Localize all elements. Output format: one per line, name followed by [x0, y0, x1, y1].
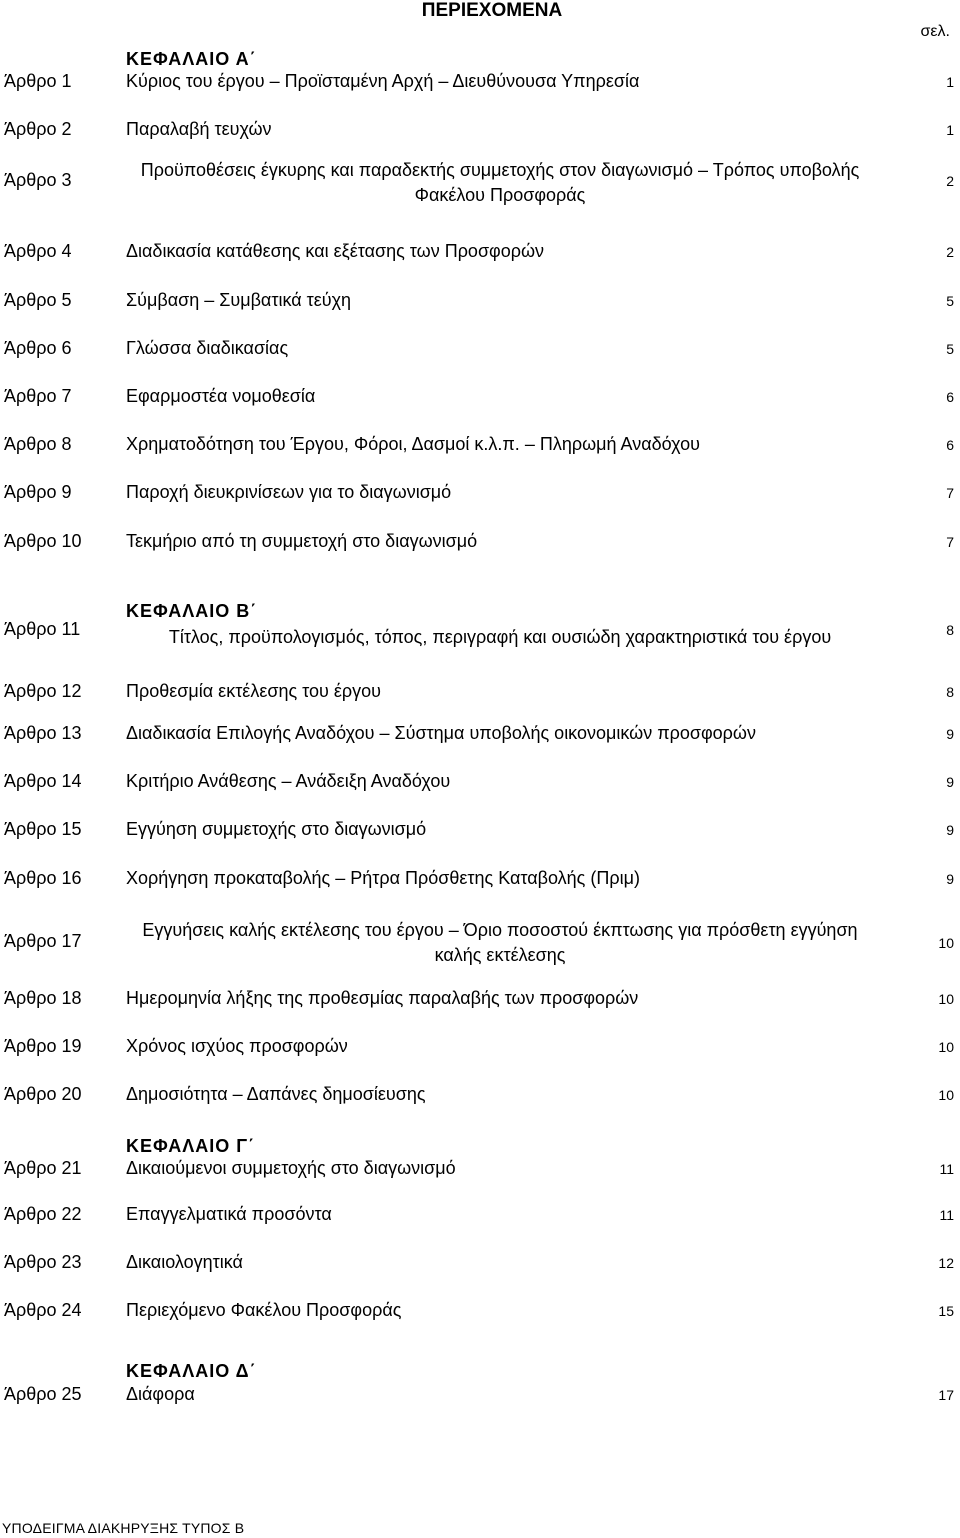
article-title: Εγγυήσεις καλής εκτέλεσης του έργου – Όριο ποσοστού έκπτωσης για πρόσθετη εγγύηση καλής εκτέλεσης [142, 920, 858, 965]
toc-row [0, 327, 960, 375]
article-number: Άρθρο 22 [4, 1204, 82, 1224]
article-number: Άρθρο 10 [4, 531, 82, 551]
page-number: 12 [938, 1255, 954, 1271]
page-number: 2 [946, 244, 954, 260]
article-title: Προϋποθέσεις έγκυρης και παραδεκτής συμμετοχής στον διαγωνισμό – Τρόπος υποβολής Φακέλου Προσφοράς [140, 160, 860, 205]
toc-row [0, 977, 960, 1025]
article-title: Χρηματοδότηση του Έργου, Φόροι, Δασμοί κ.λ.π. – Πληρωμή Αναδόχου [126, 434, 700, 454]
toc-row [0, 423, 960, 471]
article-title: Επαγγελματικά προσόντα [126, 1204, 332, 1224]
article-number: Άρθρο 16 [4, 868, 82, 888]
toc-row [0, 857, 960, 905]
chapter-heading: ΚΕΦΑΛΑΙΟ Δ΄ [126, 1361, 257, 1381]
chapter-heading: ΚΕΦΑΛΑΙΟ Β΄ [126, 601, 258, 621]
page-title: ΠΕΡΙΕΧΟΜΕΝΑ [421, 0, 563, 21]
page-number: 6 [946, 437, 954, 453]
document-footer: ΥΠΟΔΕΙΓΜΑ ΔΙΑΚΗΡΥΞΗΣ ΤΥΠΟΣ Β [2, 1520, 245, 1536]
page-number: 1 [946, 74, 954, 90]
toc-row [0, 471, 960, 520]
article-title: Παροχή διευκρινίσεων για το διαγωνισμό [126, 482, 452, 502]
page-number: 9 [946, 822, 954, 838]
toc-row [0, 1241, 960, 1289]
page-number: 7 [946, 534, 954, 550]
article-number: Άρθρο 23 [4, 1252, 82, 1272]
article-title: Προθεσμία εκτέλεσης του έργου [126, 681, 381, 701]
article-title: Δημοσιότητα – Δαπάνες δημοσίευσης [126, 1084, 426, 1104]
page-number: 1 [946, 122, 954, 138]
toc-row [0, 1121, 960, 1193]
article-title: Κριτήριο Ανάθεσης – Ανάδειξη Αναδόχου [126, 771, 451, 791]
article-title: Διάφορα [126, 1384, 195, 1404]
article-title: Δικαιολογητικά [126, 1252, 243, 1272]
article-title: Σύμβαση – Συμβατικά τεύχη [126, 290, 352, 310]
article-number: Άρθρο 5 [4, 290, 72, 310]
page-number: 8 [946, 684, 954, 700]
page-number: 10 [938, 935, 954, 951]
article-number: Άρθρο 3 [4, 170, 72, 190]
article-title: Εγγύηση συμμετοχής στο διαγωνισμό [126, 819, 427, 839]
toc-row [0, 230, 960, 279]
article-number: Άρθρο 1 [4, 71, 72, 91]
article-number: Άρθρο 18 [4, 988, 82, 1008]
article-title: Κύριος του έργου – Προϊσταμένη Αρχή – Διευθύνουσα Υπηρεσία [126, 71, 640, 91]
article-title: Τεκμήριο από τη συμμετοχή στο διαγωνισμό [126, 531, 478, 551]
page-number: 7 [946, 485, 954, 501]
toc-row [0, 520, 960, 568]
article-title: Ημερομηνία λήξης της προθεσμίας παραλαβής των προσφορών [126, 988, 639, 1008]
page-number: 5 [946, 293, 954, 309]
page-number: 15 [938, 1303, 954, 1319]
toc-row [0, 1338, 960, 1418]
article-number: Άρθρο 15 [4, 819, 82, 839]
page-number: 11 [939, 1207, 954, 1223]
toc-row [0, 808, 960, 857]
toc-row [0, 1289, 960, 1338]
article-number: Άρθρο 6 [4, 338, 72, 358]
toc-row [0, 40, 960, 110]
article-number: Άρθρο 12 [4, 681, 82, 701]
article-title: Γλώσσα διαδικασίας [126, 338, 289, 358]
toc-row [0, 110, 960, 158]
article-number: Άρθρο 4 [4, 241, 72, 261]
toc-row [0, 760, 960, 808]
page-number: 6 [946, 389, 954, 405]
toc-row [0, 1073, 960, 1121]
page-number: 5 [946, 341, 954, 357]
toc-row [0, 279, 960, 327]
page-number: 8 [946, 622, 954, 638]
page-number: 9 [946, 726, 954, 742]
article-number: Άρθρο 7 [4, 386, 72, 406]
article-number: Άρθρο 24 [4, 1300, 82, 1320]
article-title: Χορήγηση προκαταβολής – Ρήτρα Πρόσθετης Καταβολής (Πριμ) [126, 868, 640, 888]
page-column-header: σελ. [920, 23, 950, 40]
article-number: Άρθρο 21 [4, 1158, 82, 1178]
article-number: Άρθρο 2 [4, 119, 72, 139]
page-number: 10 [938, 1087, 954, 1103]
article-title: Διαδικασία Επιλογής Αναδόχου – Σύστημα υποβολής οικονομικών προσφορών [126, 723, 756, 743]
article-number: Άρθρο 20 [4, 1084, 82, 1104]
toc-row [0, 712, 960, 760]
page-number: 2 [946, 173, 954, 189]
article-title: Εφαρμοστέα νομοθεσία [126, 386, 316, 406]
article-title: Περιεχόμενο Φακέλου Προσφοράς [126, 1300, 402, 1320]
article-number: Άρθρο 13 [4, 723, 82, 743]
toc-row [0, 568, 960, 664]
article-title: Τίτλος, προϋπολογισμός, τόπος, περιγραφή και ουσιώδη χαρακτηριστικά του έργου [168, 627, 832, 647]
article-number: Άρθρο 19 [4, 1036, 82, 1056]
article-title: Διαδικασία κατάθεσης και εξέτασης των Προσφορών [126, 241, 545, 261]
toc-row [0, 905, 960, 977]
chapter-heading: ΚΕΦΑΛΑΙΟ Γ΄ [126, 1136, 256, 1156]
article-title: Δικαιούμενοι συμμετοχής στο διαγωνισμό [126, 1158, 456, 1178]
article-number: Άρθρο 17 [4, 931, 82, 951]
page-number: 9 [946, 871, 954, 887]
page-number: 17 [938, 1387, 954, 1403]
article-title: Παραλαβή τευχών [126, 119, 272, 139]
article-title: Χρόνος ισχύος προσφορών [126, 1036, 348, 1056]
chapter-heading: ΚΕΦΑΛΑΙΟ Α΄ [126, 49, 257, 69]
article-number: Άρθρο 11 [4, 619, 81, 639]
page-number: 10 [938, 1039, 954, 1055]
article-number: Άρθρο 14 [4, 771, 82, 791]
table-of-contents [0, 40, 960, 1418]
page-number: 9 [946, 774, 954, 790]
toc-row [0, 1025, 960, 1073]
article-number: Άρθρο 25 [4, 1384, 82, 1404]
article-number: Άρθρο 8 [4, 434, 72, 454]
page-number: 11 [939, 1161, 954, 1177]
toc-row [0, 158, 960, 230]
toc-row [0, 375, 960, 423]
article-number: Άρθρο 9 [4, 482, 72, 502]
toc-row [0, 664, 960, 712]
toc-row [0, 1193, 960, 1241]
page-number: 10 [938, 991, 954, 1007]
